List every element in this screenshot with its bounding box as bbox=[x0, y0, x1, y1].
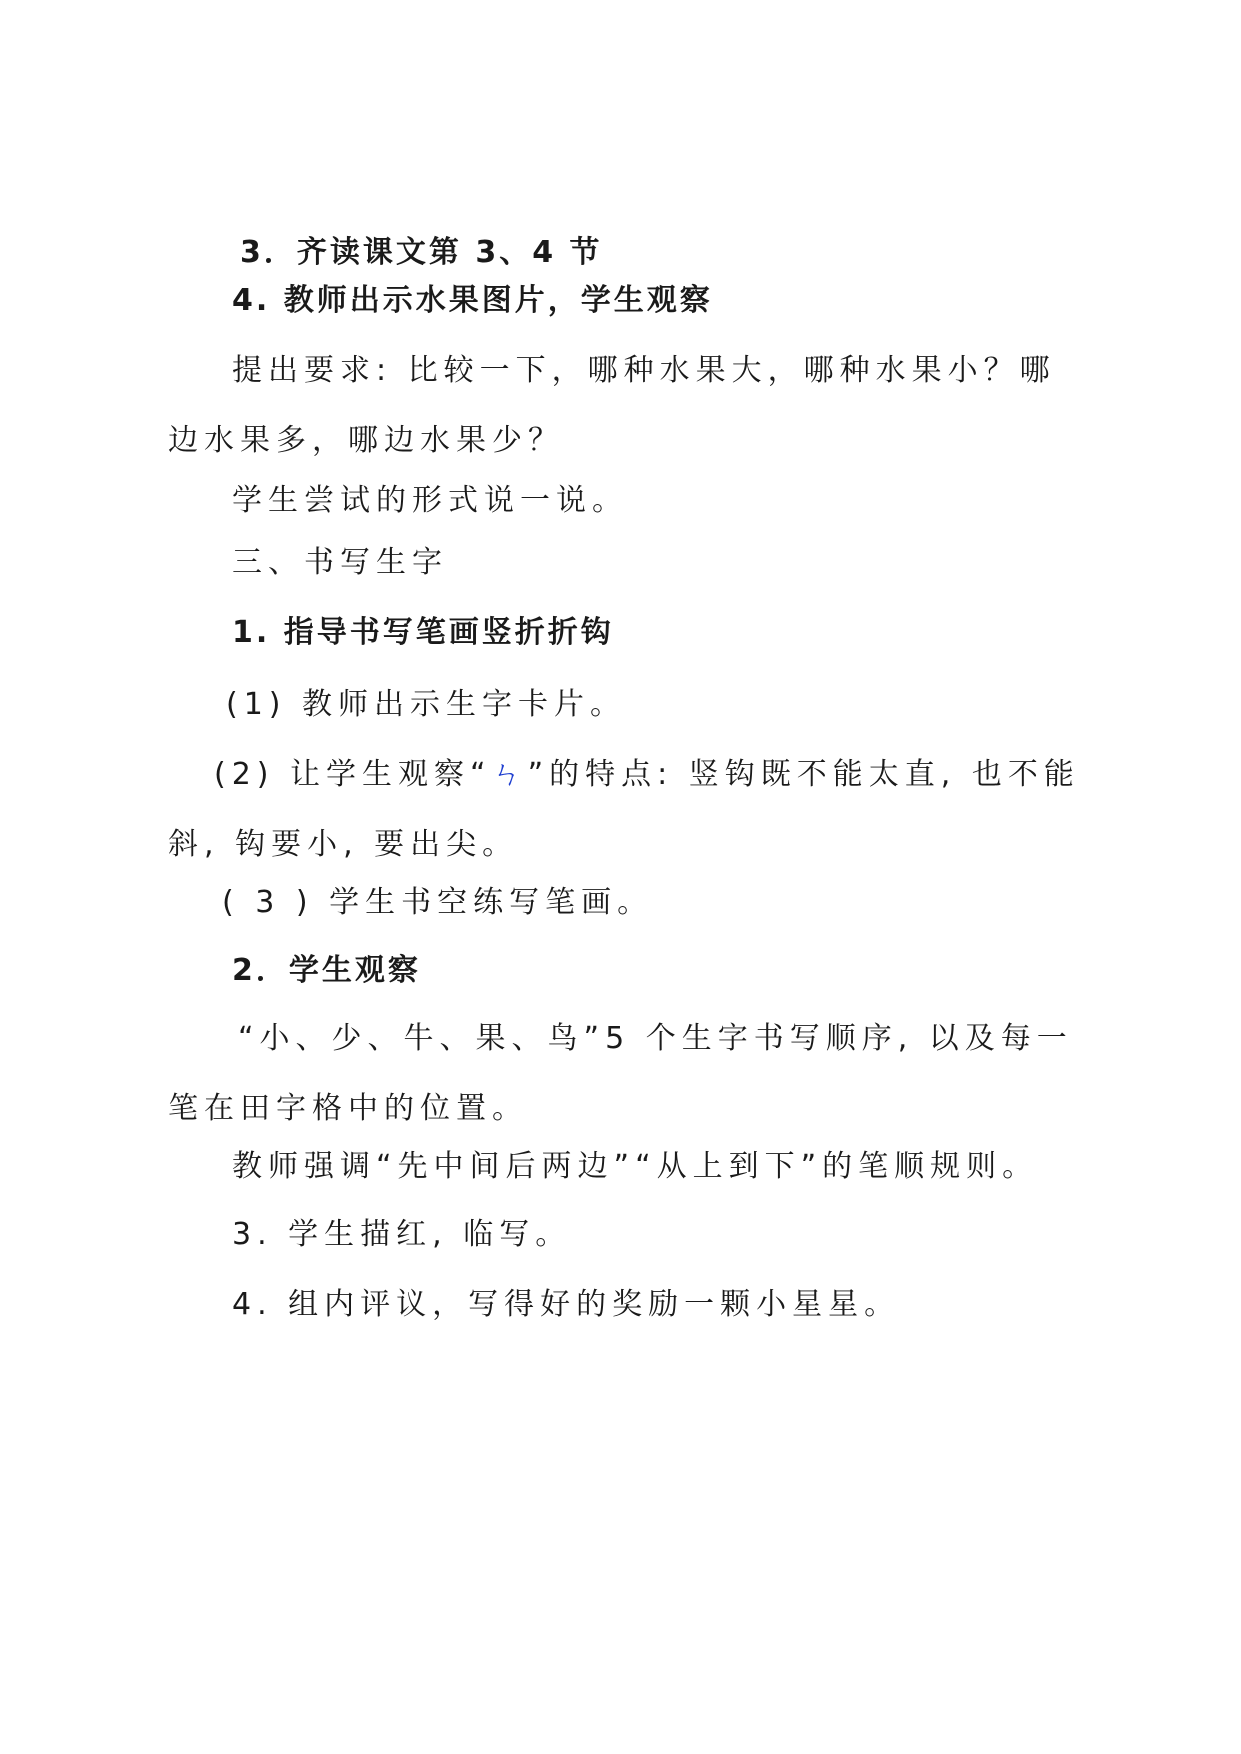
heading-guide-stroke: 1. 指导书写笔画竖折折钩 bbox=[232, 615, 614, 650]
heading-read-sections: 3．齐读课文第 3、4 节 bbox=[240, 235, 603, 270]
stroke-hook-glyph: ㄣ bbox=[491, 757, 528, 792]
step-2-text-before: (2) 让学生观察“ bbox=[214, 757, 492, 792]
paragraph-student-try: 学生尝试的形式说一说。 bbox=[232, 483, 628, 518]
paragraph-trace-copy: 3. 学生描红, 临写。 bbox=[232, 1217, 572, 1252]
paragraph-compare-requirement: 提出要求: 比较一下，哪种水果大，哪种水果小？哪边水果多，哪边水果少？ bbox=[168, 353, 1056, 458]
paragraph-step-2-observe bbox=[168, 740, 1088, 880]
paragraph-step-3-air-writing: ( 3 ) 学生书空练写笔画。 bbox=[222, 885, 654, 920]
paragraph-stroke-rules: 教师强调“先中间后两边”“从上到下”的笔顺规则。 bbox=[232, 1149, 1039, 1184]
paragraph-stroke-order: “小、少、牛、果、鸟”5 个生字书写顺序, 以及每一笔在田字格中的位置。 bbox=[168, 1021, 1073, 1126]
step-2-text-after: ”的特点: 竖钩既不能太直, 也不能斜, 钩要小, 要出尖。 bbox=[168, 757, 1080, 862]
section-heading-write-characters: 三、书写生字 bbox=[232, 545, 448, 580]
heading-students-observe: 2．学生观察 bbox=[232, 953, 421, 988]
paragraph-group-review: 4. 组内评议，写得好的奖励一颗小星星。 bbox=[232, 1287, 901, 1322]
heading-fruit-pictures: 4. 教师出示水果图片，学生观察 bbox=[232, 283, 713, 318]
paragraph-step-1-cards: (1) 教师出示生字卡片。 bbox=[226, 687, 627, 722]
